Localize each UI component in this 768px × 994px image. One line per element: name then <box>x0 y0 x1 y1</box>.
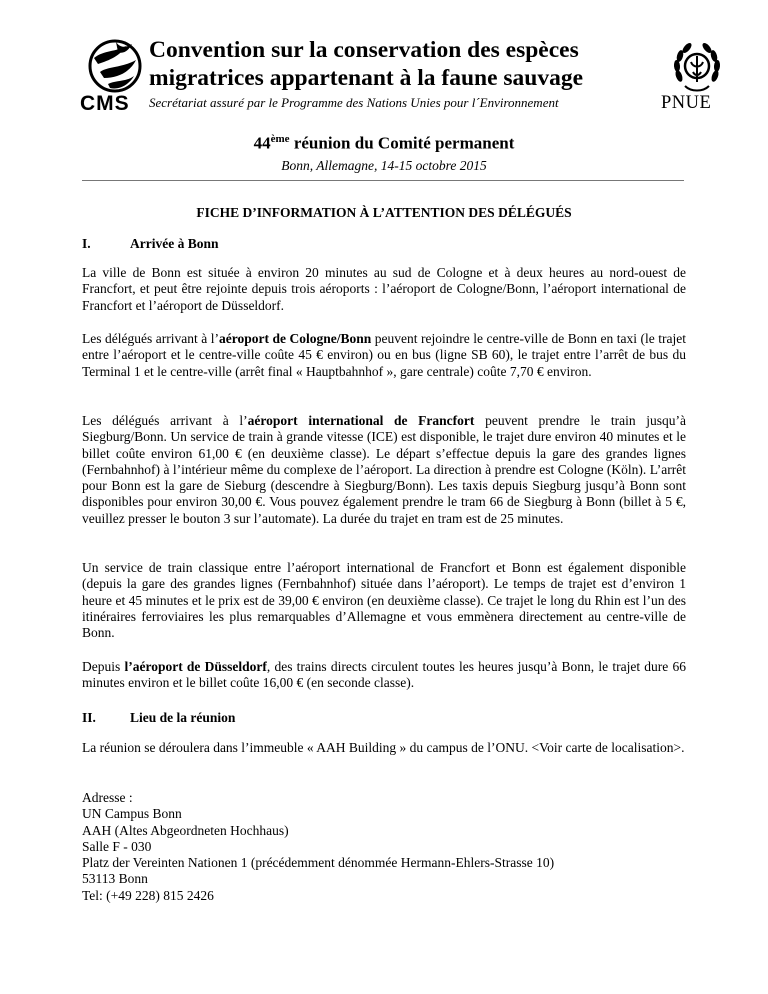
unep-laurel-icon <box>669 42 725 98</box>
text-run: peuvent prendre le train jusqu’à Siegburg/Bonn. Un service de train à grande vitesse (ICE) est disponible, le trajet dure environ 40 minutes et le billet coûte environ 61,00 € (en deuxième classe). Le départ s’effectue depuis la gare des grandes lignes (Fernbahnhof) à l’intérieur même du complexe de l’aéroport. La direction à prendre est Cologne (Köln). L’arrêt pour Bonn est la gare de Sieburg (descendre à Siegburg/Bonn). Les taxis depuis Siegburg jusqu’à Bonn sont disponibles pour environ 30,00 €. Vous pouvez également prendre le tram 66 de Siegburg à Bonn (billet à 5 €, veuillez presser le bouton 3 sur l’automate). La durée du trajet en tram est de 25 minutes. <box>82 413 686 526</box>
text-run: peuvent rejoindre le centre-ville de Bonn en taxi (le trajet entre l’aéroport et le centre-ville coûte 45 € environ) ou en bus (ligne SB 60), le trajet entre l’arrêt de bus du Terminal 1 et le centre-ville (arrêt final « Hauptbahnhof », gare centrale) coûte 7,70 € environ. <box>82 331 686 379</box>
meeting-place-date: Bonn, Allemagne, 14-15 octobre 2015 <box>281 158 487 173</box>
cms-logo-text: CMS <box>80 92 130 115</box>
address-line: UN Campus Bonn <box>82 806 182 822</box>
address-block <box>82 790 702 904</box>
section-title: Arrivée à Bonn <box>130 236 219 251</box>
section-heading-arrival <box>82 236 219 252</box>
header-divider <box>82 180 684 181</box>
meeting-title <box>0 133 768 154</box>
text-run: Les délégués arrivant à l’ <box>82 331 219 346</box>
address-line: 53113 Bonn <box>82 871 148 887</box>
meeting-name: réunion du Comité permanent <box>289 133 515 153</box>
paragraph-classic-train: Un service de train classique entre l’aéroport international de Francfort et Bonn est également disponible (depuis la gare des grandes lignes (Fernbahnhof) située dans l’aéroport). Le temps de trajet est d’environ 1 heure et 45 minutes et le prix est de 39,00 € environ (en deuxième classe). Ce trajet le long du Rhin est l’un des itinéraires ferroviaires les plus remarquables d’Allemagne et vous emmènera directement au centre-ville de Bonn. <box>82 560 686 641</box>
document-title: FICHE D’INFORMATION À L’ATTENTION DES DÉLÉGUÉS <box>196 205 572 220</box>
address-line: AAH (Altes Abgeordneten Hochhaus) <box>82 822 289 838</box>
section-number: I. <box>82 236 91 251</box>
meeting-number-suffix: ème <box>270 133 290 145</box>
paragraph-location: La ville de Bonn est située à environ 20 minutes au sud de Cologne et à deux heures au nord-ouest de Francfort, et peut être rejointe depuis trois aéroports : l’aéroport de Cologne/Bonn, l’aéroport international de Francfort et l’aéroport de Düsseldorf. <box>82 265 686 313</box>
text-run-bold: aéroport international de Francfort <box>247 413 475 428</box>
text-run-bold: l’aéroport de Düsseldorf <box>124 659 267 674</box>
title-line-1: Convention sur la conservation des espèces <box>149 37 579 63</box>
section-heading-venue <box>82 710 235 726</box>
paragraph-dusseldorf <box>82 659 686 692</box>
paragraph-cologne-bonn <box>82 331 686 380</box>
section-number: II. <box>82 710 96 725</box>
text-run: , des trains directs circulent toutes les heures jusqu’à Bonn, le trajet dure 66 minutes environ et le billet coûte 16,00 € (en seconde classe). <box>82 659 686 691</box>
text-run: Depuis <box>82 659 125 674</box>
paragraph-frankfurt <box>82 413 686 527</box>
cms-bird-globe-icon <box>86 38 144 94</box>
pnue-logo-text: PNUE <box>661 93 712 113</box>
title-line-2: migratrices appartenant à la faune sauvage <box>149 65 584 91</box>
address-phone: Tel: (+49 228) 815 2426 <box>82 887 214 903</box>
address-line: Salle F - 030 <box>82 838 152 854</box>
text-run: Les délégués arrivant à l’ <box>82 413 248 428</box>
meeting-number: 44 <box>253 133 271 153</box>
organization-title <box>149 36 659 92</box>
text-run-bold: aéroport de Cologne/Bonn <box>218 331 372 346</box>
section-title: Lieu de la réunion <box>130 710 236 725</box>
address-line: Platz der Vereinten Nationen 1 (précédemment dénommée Hermann-Ehlers-Strasse 10) <box>82 855 555 871</box>
secretariat-subtitle: Secrétariat assuré par le Programme des Nations Unies pour l´Environnement <box>149 95 559 110</box>
paragraph-venue: La réunion se déroulera dans l’immeuble « AAH Building » du campus de l’ONU. <Voir carte de localisation>. <box>82 740 685 755</box>
address-label: Adresse : <box>82 790 133 805</box>
